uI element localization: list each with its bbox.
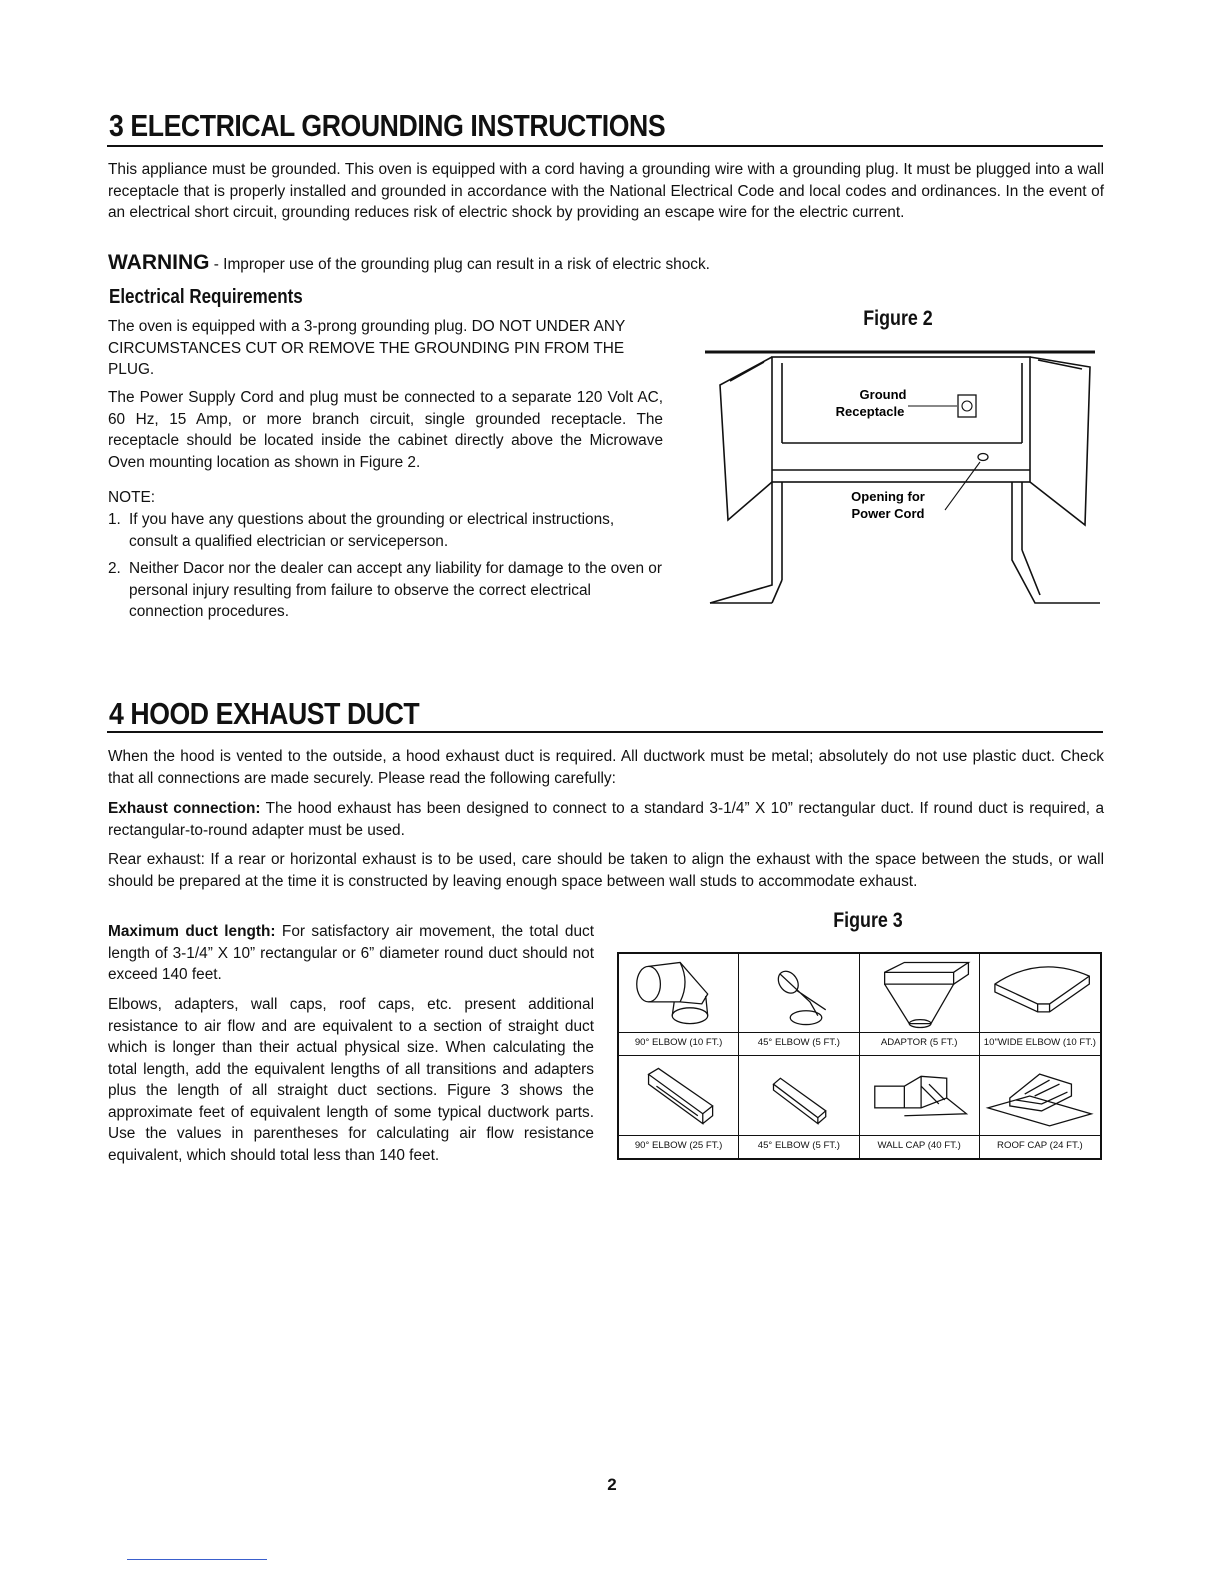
exhaust-connection-text: The hood exhaust has been designed to connect to a standard 3-1/4” X 10” rectangular duct. If round duct is required, a rectangular-to-round adapter must be used. (108, 800, 1105, 839)
figure-2-cabinet-diagram (700, 345, 1105, 610)
note-item (108, 509, 663, 552)
exhaust-connection-label: Exhaust connection: (108, 800, 261, 817)
section-3-heading: 3 ELECTRICAL GROUNDING INSTRUCTIONS (109, 108, 666, 143)
max-duct-length-text: For satisfactory air movement, the total duct length of 3-1/4” X 10” rectangular or 6” diameter round duct should not exceed 140 feet. (108, 923, 594, 983)
ground-receptacle-label-line2: Receptacle (835, 404, 905, 419)
max-duct-length-label: Maximum duct length: (108, 923, 276, 940)
part-cell (619, 1056, 739, 1158)
part-cell (619, 954, 739, 1056)
round-45-elbow-icon (739, 954, 858, 1036)
note-label: NOTE: (108, 489, 156, 506)
part-label: 45° ELBOW (5 FT.) (739, 1032, 858, 1052)
round-90-elbow-icon (619, 954, 738, 1036)
part-label: WALL CAP (40 FT.) (860, 1135, 979, 1155)
figure-2-title: Figure 2 (863, 307, 933, 330)
part-cell (739, 1056, 859, 1158)
rear-exhaust-paragraph: Rear exhaust: If a rear or horizontal exhaust is to be used, care should be taken to align the exhaust with the space between the studs, or wall should be prepared at the time it is constructed by leaving enough space between wall studs to accommodate exhaust. (108, 851, 1104, 890)
section-4-intro: When the hood is vented to the outside, a hood exhaust duct is required. All ductwork must be metal; absolutely do not use plastic duct. Check that all connections are made securely. Please read the following carefully: (108, 748, 1104, 787)
section-4-rule (107, 731, 1103, 733)
opening-label-line2: Power Cord (851, 506, 925, 521)
note-number: 1. (108, 511, 121, 528)
warning-text: - Improper use of the grounding plug can result in a risk of electric shock. (209, 256, 710, 273)
wall-cap-icon (860, 1056, 979, 1138)
part-label: ROOF CAP (24 FT.) (980, 1135, 1100, 1155)
rect-90-elbow-icon (619, 1056, 738, 1138)
page-number: 2 (607, 1475, 617, 1494)
wide-elbow-icon (980, 954, 1100, 1036)
footer-link-underline (127, 1559, 267, 1560)
ground-receptacle-label-line1: Ground (859, 387, 907, 402)
electrical-requirements-heading: Electrical Requirements (109, 286, 303, 308)
section-3-intro: This appliance must be grounded. This oven is equipped with a cord having a grounding wire with a grounding plug. It must be plugged into a wall receptacle that is properly installed and grounded in accordance with the National Electrical Code and local codes and ordinances. In the event of an electrical short circuit, grounding reduces risk of electric shock by providing an escape wire for the electric current. (108, 161, 1104, 221)
part-cell (860, 954, 980, 1056)
part-label: 90° ELBOW (10 FT.) (619, 1032, 738, 1052)
note-list (108, 509, 663, 629)
note-text: If you have any questions about the grounding or electrical instructions, consult a qualified electrician or serviceperson. (129, 511, 615, 550)
part-label: 90° ELBOW (25 FT.) (619, 1135, 738, 1155)
note-text: Neither Dacor nor the dealer can accept any liability for damage to the oven or personal injury resulting from failure to observe the correct electrical connection procedures. (129, 560, 662, 620)
part-label: 45° ELBOW (5 FT.) (739, 1135, 858, 1155)
figure-3-title: Figure 3 (833, 909, 903, 932)
warning-paragraph (108, 252, 1104, 276)
part-label: 10"WIDE ELBOW (10 FT.) (980, 1032, 1100, 1052)
roof-cap-icon (980, 1056, 1100, 1138)
requirements-paragraph-1: The oven is equipped with a 3-prong grounding plug. DO NOT UNDER ANY CIRCUMSTANCES CUT OR REMOVE THE GROUNDING PIN FROM THE PLUG. (108, 318, 626, 378)
warning-label: WARNING (108, 251, 210, 274)
opening-label-line1: Opening for (851, 489, 925, 504)
rect-45-elbow-icon (739, 1056, 858, 1138)
part-cell (739, 954, 859, 1056)
section-4-heading: 4 HOOD EXHAUST DUCT (109, 696, 420, 731)
ductwork-parts-table (617, 952, 1102, 1160)
part-label: ADAPTOR (5 FT.) (860, 1032, 979, 1052)
max-duct-length-paragraph (108, 921, 594, 986)
part-cell (980, 954, 1100, 1056)
part-cell (860, 1056, 980, 1158)
part-cell (980, 1056, 1100, 1158)
note-number: 2. (108, 560, 121, 577)
elbows-paragraph: Elbows, adapters, wall caps, roof caps, etc. present additional resistance to air flow and are equivalent to a section of straight duct which is longer than their actual physical size. When calculating the total length, add the equivalent lengths of all transitions and adapters plus the length of all straight duct sections. Figure 3 shows the approximate feet of equivalent length of some typical ductwork parts. Use the values in parentheses for calculating air flow resistance equivalent, which should total less than 140 feet. (108, 996, 594, 1164)
exhaust-connection-paragraph (108, 798, 1104, 841)
note-item (108, 558, 663, 623)
section-3-rule (107, 145, 1103, 147)
adaptor-icon (860, 954, 979, 1036)
requirements-paragraph-2: The Power Supply Cord and plug must be connected to a separate 120 Volt AC, 60 Hz, 15 Amp, or more branch circuit, single grounded receptacle. The receptacle should be located inside the cabinet directly above the Microwave Oven mounting location as shown in Figure 2. (108, 389, 663, 471)
